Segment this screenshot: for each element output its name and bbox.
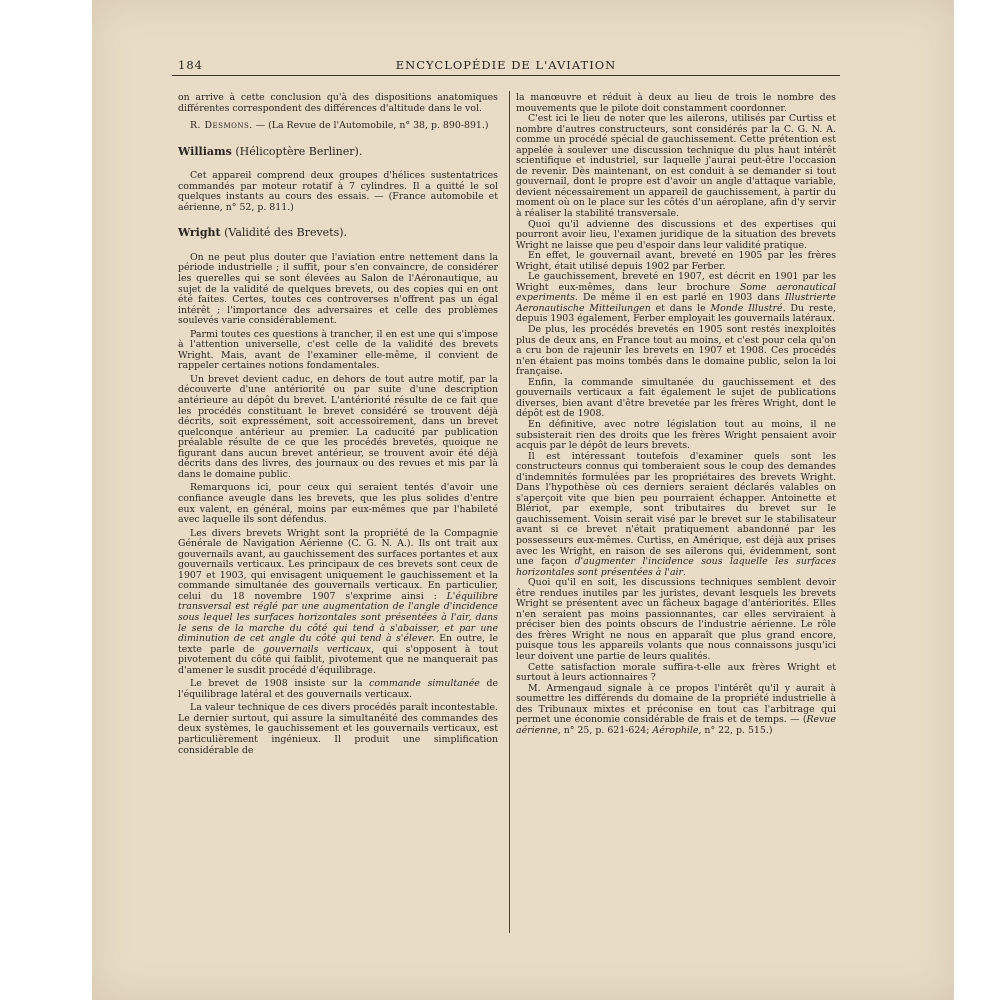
text-run: , n° 25, p. 621-624; bbox=[557, 724, 653, 736]
paragraph: En définitive, avec notre législation tout au moins, il ne subsisterait rien des droits que les frères Wright pensaient avoir acquis par le dépôt de leurs brevets. bbox=[516, 418, 836, 452]
text-run: . De même il en est parlé en 1903 dans bbox=[574, 292, 785, 304]
section-heading-wright bbox=[178, 228, 498, 239]
heading-name: Wright bbox=[178, 226, 221, 240]
paragraph bbox=[178, 529, 498, 677]
citation: — (La Revue de l'Automobile, n° 38, p. 890-891.) bbox=[252, 120, 489, 132]
text-run: et dans le bbox=[650, 302, 711, 314]
paragraph bbox=[516, 452, 836, 579]
paragraph: la manœuvre et réduit à deux au lieu de trois le nombre des mouvements que le pilote doit constamment coordonner. bbox=[516, 92, 836, 114]
publication-title: Aérophile bbox=[652, 724, 699, 736]
paragraph: En effet, le gouvernail avant, breveté en 1905 par les frères Wright, était utilisé depuis 1902 par Ferber. bbox=[516, 250, 836, 272]
text-run: Le gauchissement, breveté en 1907, est décrit en 1901 par les Wright eux-mêmes, dans leur brochure bbox=[516, 271, 836, 293]
publication-title: Illustrierte Aeronautische Mitteilungen bbox=[516, 292, 836, 314]
paragraph: on arrive à cette conclusion qu'à des dispositions anatomiques différentes correspondent des différences d'altitude dans le vol. bbox=[178, 92, 498, 114]
paragraph bbox=[516, 272, 836, 325]
paragraph: On ne peut plus douter que l'aviation entre nettement dans la période industrielle ; il suffit, pour s'en convaincre, de considérer les querelles qui se sont élevées au Salon de l'Aéronautique, au sujet de la validité de quelques brevets, ou des copies qui en ont été faites. Certes, toutes ces controverses n'offrent pas un égal intérêt ; l'importance des adversaires et celle des problèmes soulevés varie considérablement. bbox=[178, 251, 498, 327]
heading-subtitle: (Validité des Brevets). bbox=[220, 226, 348, 240]
paragraph: Remarquons ici, pour ceux qui seraient tentés d'avoir une confiance aveugle dans les brevets, que les plus solides d'entre eux valent, en général, moins par eux-mêmes que par l'habileté avec laquelle ils sont défendus. bbox=[178, 482, 498, 526]
text-run: . Du reste, depuis 1903 également, Ferber employait les gouvernails latéraux. bbox=[516, 302, 836, 325]
publication-title: Some aeronautical experiments bbox=[516, 281, 836, 304]
paragraph: Parmi toutes ces questions à trancher, il en est une qui s'impose à l'attention universelle, c'est celle de la validité des brevets Wright. Mais, avant de l'examiner elle-même, il convient de rappeler certaines notions fondamentales. bbox=[178, 328, 498, 372]
section-heading-williams bbox=[178, 144, 498, 158]
author: R. Desmons. bbox=[190, 120, 253, 132]
paragraph: Cet appareil comprend deux groupes d'hélices sustentatrices commandés par moteur rotatif à 7 cylindres. Il a quitté le sol quelques instants au cours des essais. — (France automobile et aérienne, n° 52, p. 811.) bbox=[178, 170, 498, 213]
quotation: L'équilibre transversal est réglé par une augmentation de l'angle d'incidence sous lequel les surfaces horizontales sont présentées à l'air, dans le sens de la marche du côté qui tend à s'abaisser, et par une diminution de cet angle du côté qui tend à s'élever. bbox=[178, 590, 498, 645]
running-title: ENCYCLOPÉDIE DE L'AVIATION bbox=[395, 58, 617, 72]
quotation: d'augmenter l'incidence sous laquelle les surfaces horizontales sont présentées à l'air bbox=[516, 556, 837, 578]
text-run: , qui s'opposent à tout pivotement du côté qui faiblit, pivotement que ne manquerait pas d'amener le susdit procédé d'équilibrage. bbox=[178, 643, 499, 676]
text-run: . bbox=[683, 566, 686, 578]
page-header bbox=[172, 55, 840, 76]
heading-name: Williams bbox=[178, 144, 232, 158]
paragraph: La valeur technique de ces divers procédés paraît incontestable. Le dernier surtout, qui assure la simultanéité des commandes des deux systèmes, le gauchissement et les gouvernails verticaux, est particulièrement ingénieux. Il produit une simplification considérable de bbox=[178, 702, 498, 756]
left-column bbox=[178, 93, 498, 756]
paragraph: Quoi qu'il advienne des discussions et des expertises qui pourront avoir lieu, l'examen juridique de la situation des brevets Wright ne laisse que peu d'espoir dans leur validité pratique. bbox=[516, 218, 836, 251]
reference bbox=[178, 121, 498, 132]
page-number: 184 bbox=[178, 58, 203, 72]
paragraph: De plus, les procédés brevetés en 1905 sont restés inexploités plus de deux ans, en France tout au moins, et c'est pour cela qu'on a cru bon de rajeunir les brevets en 1907 et 1908. Ces procédés n'en étaient pas moins tombés dans le domaine public, selon la loi française. bbox=[516, 324, 836, 378]
paragraph bbox=[516, 684, 836, 737]
publication-title: Monde Illustré bbox=[710, 302, 783, 314]
text-run: Il est intéressant toutefois d'examiner quels sont les constructeurs connus qui tomberaient sous le coup des demandes d'indemnités formulées par les propriétaires des brevets Wright. Dans l'hypothèse où ces derniers seraient déclarés valables on s'aperçoit vite que bien peu pourraient échapper. Antoinette et Blériot, par exemple, sont tributaires du brevet sur le gauchissement. Voisin serait visé par le brevet sur le stabilisateur avant si ce brevet n'était pratiquement abandonné par les possesseurs eux-mêmes. Curtiss, en Amérique, est déjà aux prises avec les Wright, en raison de ses ailerons qui, évidemment, sont une façon bbox=[516, 450, 836, 568]
page bbox=[172, 55, 840, 945]
paragraph: Quoi qu'il en soit, les discussions techniques semblent devoir être rendues inutiles par les juristes, devant lesquels les brevets Wright se présentent avec un fâcheux bagage d'antériorités. Elles n'en seraient pas moins passionnantes, car elles serviraient à préciser bien des points obscurs de l'industrie aérienne. Le rôle des frères Wright ne nous en apparaît que plus grand encore, puisque tous les appareils volants que nous connaissons jusqu'ici leur doivent une partie de leurs qualités. bbox=[516, 577, 836, 662]
paragraph: Cette satisfaction morale suffira-t-elle aux frères Wright et surtout à leurs actionnaires ? bbox=[516, 661, 836, 684]
column-divider bbox=[509, 91, 510, 933]
text-run: Les divers brevets Wright sont la propriété de la Compagnie Générale de Navigation Aérienne (C. G. N. A.). Ils ont trait aux gouvernails avant, au gauchissement des surfaces portantes et aux gouvernails verticaux. Les principaux de ces brevets sont ceux de 1907 et 1903, qui envisagent uniquement le gauchissement et la commande simultanée des gouvernails verticaux. En particulier, celui du 18 novembre 1907 s'exprime ainsi : bbox=[178, 527, 498, 602]
paragraph: Un brevet devient caduc, en dehors de tout autre motif, par la découverte d'une antériorité ou par suite d'une description antérieure au dépôt du brevet. L'antériorité résulte de ce fait que les procédés constituant le brevet considéré se trouvent déjà décrits, soit expressément, soit accessoirement, dans un brevet quelconque antérieur au premier. La caducité par publication préalable résulte de ce que les procédés brevetés, quoique ne figurant dans aucun brevet antérieur, se trouvent avoir été déjà décrits dans des livres, des journaux ou des revues et mis par là dans le domaine public. bbox=[178, 373, 498, 480]
text-run: Le brevet de 1908 insiste sur la bbox=[190, 678, 370, 690]
paragraph: Enfin, la commande simultanée du gauchissement et des gouvernails verticaux a fait également le sujet de publications diverses, bien avant d'être brevetée par les frères Wright, dont le dépôt est de 1908. bbox=[516, 376, 836, 420]
text-run: En outre, le texte parle de bbox=[178, 633, 499, 655]
text-run: M. Armengaud signale à ce propos l'intérêt qu'il y aurait à soumettre les différends du domaine de la propriété industrielle à des Tribunaux mixtes et préconise en tout cas l'arbitrage qui permet une économie considérable de frais et de temps. — ( bbox=[516, 682, 836, 726]
publication-title: Revue aérienne bbox=[516, 714, 836, 736]
text-run: de l'équilibrage latéral et des gouvernails verticaux. bbox=[178, 678, 499, 700]
heading-subtitle: (Hélicoptère Berliner). bbox=[231, 144, 363, 158]
paragraph bbox=[178, 679, 498, 700]
emphasis: commande simultanée bbox=[369, 678, 480, 690]
emphasis: gouvernails verticaux bbox=[263, 643, 372, 655]
right-column bbox=[516, 93, 836, 736]
text-run: , n° 22, p. 515.) bbox=[698, 724, 773, 736]
paragraph: C'est ici le lieu de noter que les ailerons, utilisés par Curtiss et nombre d'autres constructeurs, sont considérés par la C. G. N. A. comme un procédé spécial de gauchissement. Cette prétention est appelée à soulever une discussion technique du plus haut intérêt scientifique et industriel, sur laquelle j'aurai peut-être l'occasion de revenir. Dès maintenant, on est conduit à se demander si tout gouvernail, dont le propre est d'avoir un angle d'attaque variable, devient nécessairement un appareil de gauchissement, à partir du moment où on le place sur les côtés d'un aéroplane, afin d'y servir à réaliser la stabilité transversale. bbox=[516, 113, 836, 220]
